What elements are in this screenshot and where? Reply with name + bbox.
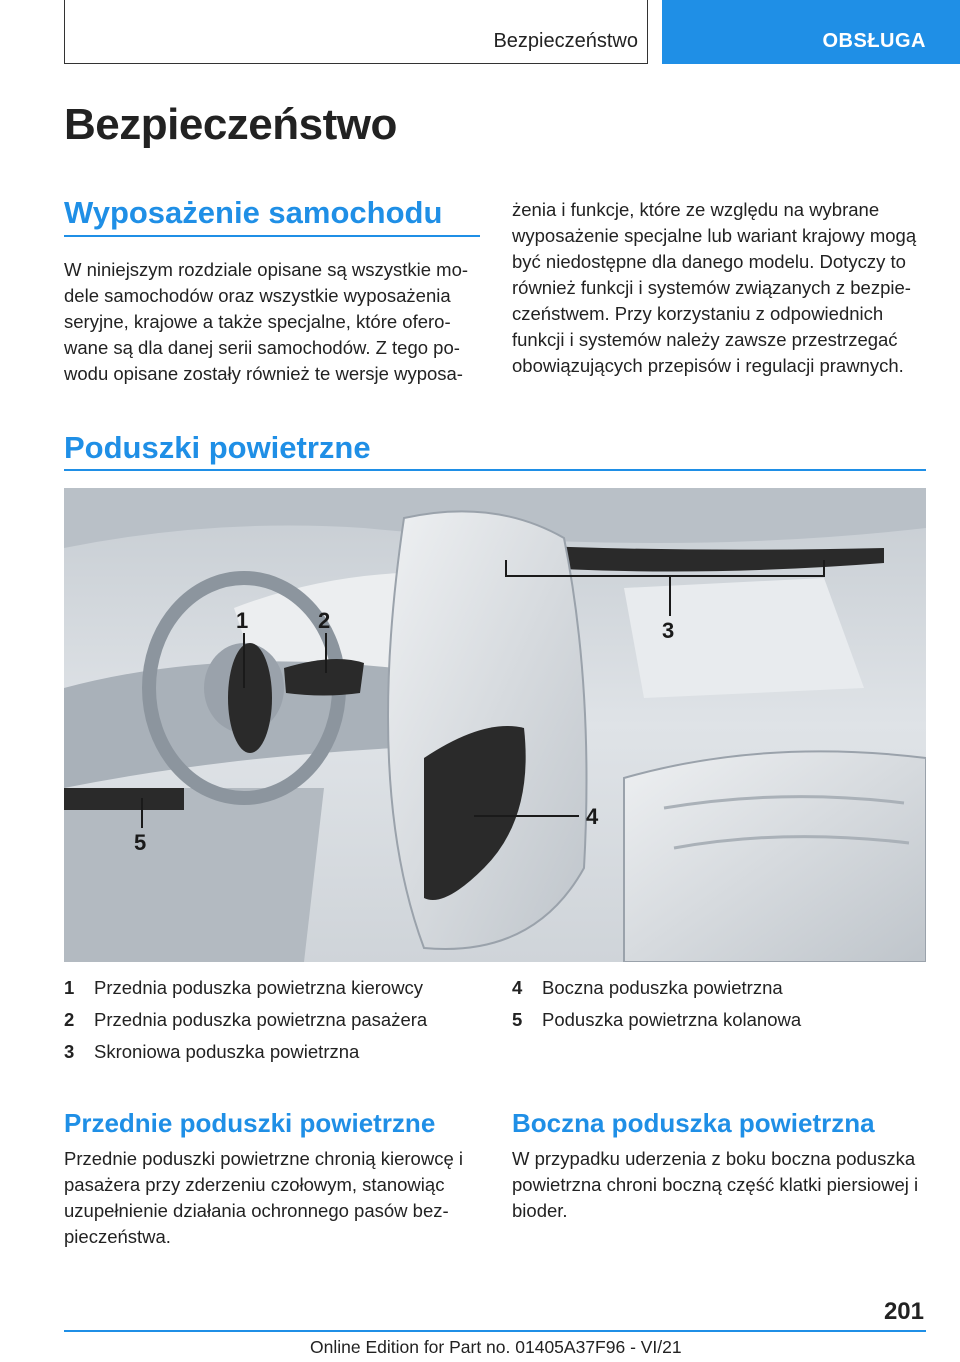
airbag-locations-figure bbox=[64, 488, 926, 962]
legend-item bbox=[64, 972, 427, 1004]
legend-number: 3 bbox=[64, 1041, 75, 1062]
car-interior-illustration bbox=[64, 488, 926, 962]
page-title: Bezpieczeństwo bbox=[64, 100, 397, 149]
figure-label-5: 5 bbox=[134, 830, 147, 855]
section-rule bbox=[64, 235, 480, 237]
legend-item bbox=[512, 972, 801, 1004]
section-heading-airbags: Poduszki powietrzne bbox=[64, 430, 371, 465]
footer-edition: Online Edition for Part no. 01405A37F96 - VI/21 bbox=[310, 1337, 682, 1357]
figure-label-2: 2 bbox=[318, 608, 331, 633]
equipment-text-col2: żenia i funkcje, które ze względu na wybrane wyposażenie specjalne lub wariant krajowy mogą być niedostępne dla danego modelu. Dotyczy to również funkcji i systemów związanych z bezpie-czeństwem. Przy korzystaniu z odpowiednich funkcji i systemów należy zawsze przestrzegać obowiązujących przepisów i regulacji prawnych. bbox=[512, 199, 917, 376]
legend-item bbox=[64, 1036, 427, 1068]
legend-text: Przednia poduszka powietrzna kierowcy bbox=[94, 977, 424, 998]
legend-number: 1 bbox=[64, 977, 75, 998]
section-rule bbox=[64, 469, 926, 471]
header-chapter-tab[interactable] bbox=[662, 0, 960, 64]
equipment-text-col1: W niniejszym rozdziale opisane są wszystkie mo-dele samochodów oraz wszystkie wyposażenia seryjne, krajowe a także specjalne, które ofero-wane są dla danej serii samochodów. Z tego po-wodu opisane zostały również te wersje wyposa- bbox=[64, 259, 469, 384]
header-section-label: Bezpieczeństwo bbox=[493, 30, 638, 52]
legend-text: Przednia poduszka powietrzna pasażera bbox=[94, 1009, 428, 1030]
heading-front-airbags: Przednie poduszki powietrzne bbox=[64, 1108, 436, 1138]
legend-number: 4 bbox=[512, 977, 523, 998]
legend-text: Poduszka powietrzna kolanowa bbox=[542, 1009, 802, 1030]
legend-number: 2 bbox=[64, 1009, 75, 1030]
figure-legend-right bbox=[512, 972, 801, 1036]
page-number: 201 bbox=[883, 1298, 924, 1325]
heading-side-airbag: Boczna poduszka powietrzna bbox=[512, 1108, 875, 1138]
figure-label-1: 1 bbox=[236, 608, 249, 633]
legend-item bbox=[512, 1004, 801, 1036]
side-airbag-text: W przypadku uderzenia z boku boczna poduszka powietrzna chroni boczną część klatki piersiowej i bioder. bbox=[512, 1148, 919, 1221]
figure-legend-left bbox=[64, 972, 427, 1068]
legend-number: 5 bbox=[512, 1009, 523, 1030]
front-airbags-text: Przednie poduszki powietrzne chronią kierowcę i pasażera przy zderzeniu czołowym, stanowiąc uzupełnienie działania ochronnego pasów bez-pieczeństwa. bbox=[64, 1148, 463, 1247]
legend-text: Skroniowa poduszka powietrzna bbox=[94, 1041, 360, 1062]
legend-item bbox=[64, 1004, 427, 1036]
figure-label-3: 3 bbox=[662, 618, 675, 643]
footer-rule bbox=[64, 1330, 926, 1332]
header-chapter-label: OBSŁUGA bbox=[822, 30, 926, 52]
legend-text: Boczna poduszka powietrzna bbox=[542, 977, 783, 998]
figure-label-4: 4 bbox=[586, 804, 599, 829]
section-heading-equipment: Wyposażenie samochodu bbox=[64, 195, 443, 230]
